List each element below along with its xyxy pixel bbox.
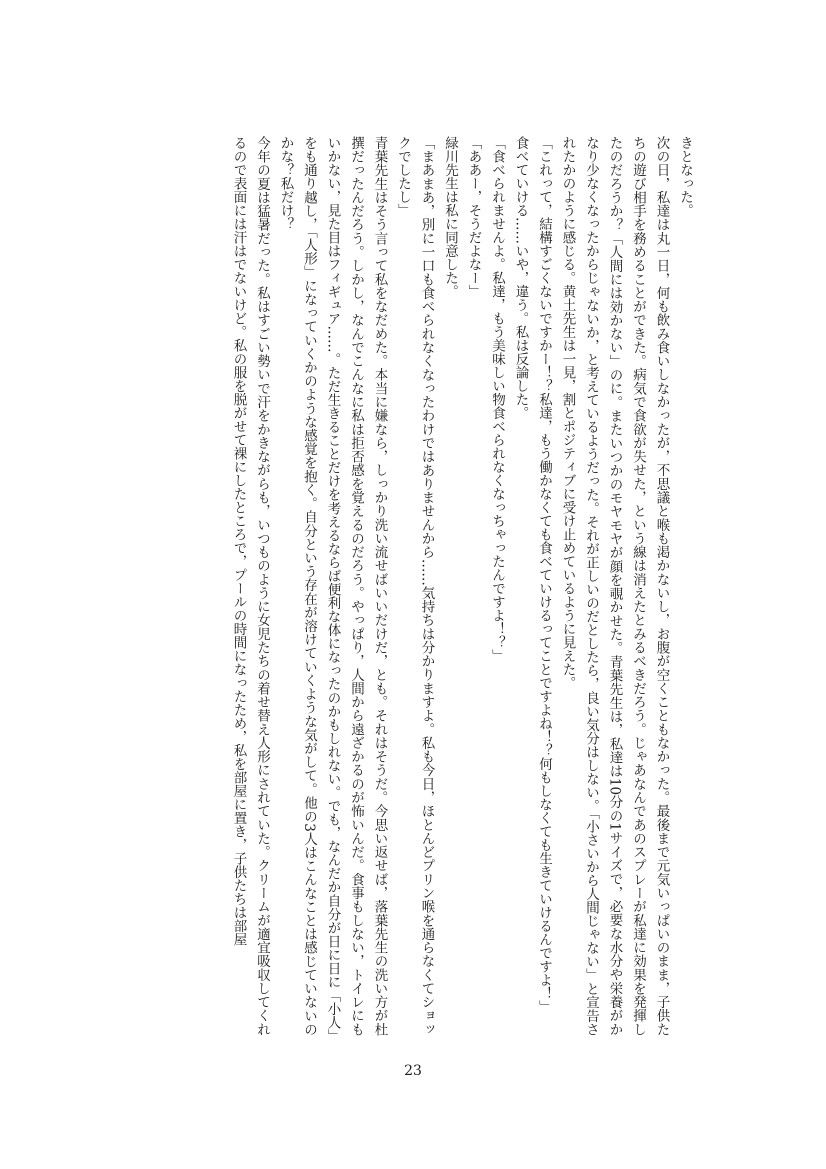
paragraph: きとなった。 — [677, 136, 693, 217]
paragraph: 今年の夏は猛暑だった。私はすごい勢いで汗をかきながらも，いつものように女児たちの着せ替え人形にされていた。クリームが適宜吸収してくれるので表面には汗はでないけど。私の服を脱がせて裸にしたところで，プールの時間になったため，私を部屋に置き，子供たちは部屋 — [230, 136, 270, 1036]
paragraph: 「まあまあ，別に一口も食べられなくなったわけではありませんから……気持ちは分かりますよ。私も今日，ほとんどプリン喉を通らなくてショックでしたし」 — [395, 136, 435, 1036]
paragraph: 食べていける……いや，違う。私は反論した。 — [512, 136, 529, 420]
paragraph: 次の日，私達は丸一日，何も飲み食いしなかったが，不思議と喉も渇かないし，お腹が空くこともなかった。最後まで元気いっぱいのまま，子供たちの遊び相手を務めることができた。病気で食欲が失せた，という線は消えたとみるべきだろう。じゃあなんであのスプレーが私達に効果を発揮したのだろうか？「人間には効かない」のに。またいつかのモヤモヤが顔を覗かせた。青葉先生は，私達は10分の1サイズで，必要な水分や栄養がかなり少なくなったからじゃないか，と考えているようだった。それが正しいのだとしたら，良い気分はしない。「小さいから人間じゃない」と宣告されたかのように感じる。黄土先生は一見，割とポジティブに受け止めているように見えた。 — [559, 136, 670, 1036]
paragraph: 「食べられませんよ。私達，もう美味しい物食べられなくなっちゃったんですよ！？」 — [489, 136, 505, 663]
paragraph: 緑川先生は私に同意した。 — [442, 136, 458, 298]
paragraph: 「これって，結構すごくないですかー！？私達，もう働かなくても食べていけるってことですよね！？何もしなくても生きていけるんですよ！」 — [536, 136, 552, 1014]
page-number: 23 — [404, 1063, 422, 1079]
paragraph: 「ああー，そうだよなー」 — [465, 136, 482, 298]
body-text — [116, 136, 696, 1036]
paragraph: 青葉先生はそう言って私をなだめた。本当に嫌なら，しっかり洗い流せばいいだけだ，とも。それはそうだ。今思い返せば，落葉先生の洗い方が杜撰だったんだろう。しかし，なんでこんなに私は拒否感を覚えるのだろう。やっぱり，人間から遠ざかるのが怖いんだ。食事もしない，トイレにもいかない，見た目はフィギュア……。ただ生きることだけを考えるならば便利な体になったのかもしれない。でも，なんだか自分が日に日に「小人」をも通り越し，「人形」になっていくかのような感覚を抱く。自分という存在が溶けていくような気がして。他の3人はこんなことは感じていないのかな？私だけ？ — [277, 136, 388, 1036]
